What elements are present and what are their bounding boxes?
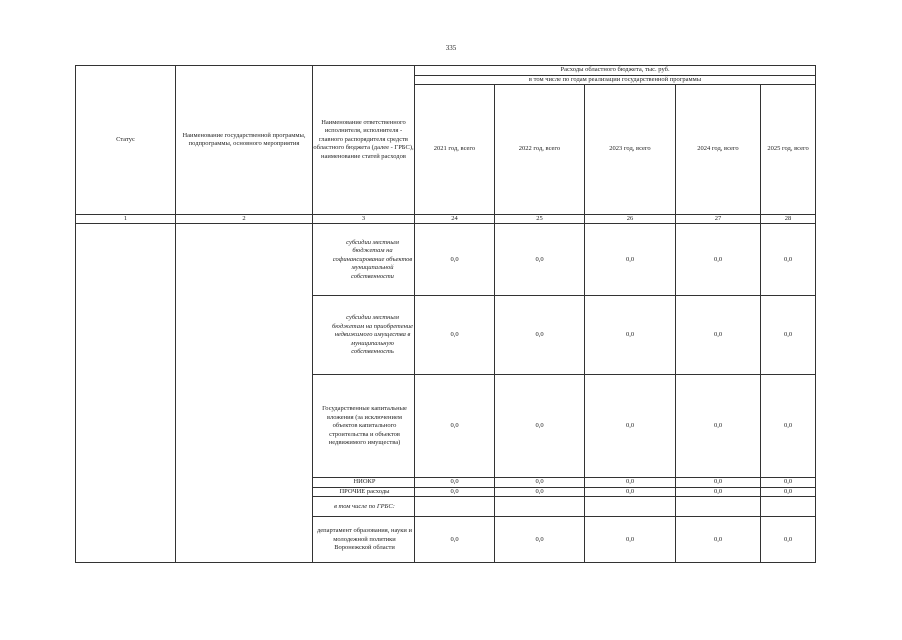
value-cell: 0,0 (761, 224, 816, 296)
header-year-2025: 2025 год, всего (761, 85, 816, 215)
row-label: департамент образования, науки и молодежной политики Воронежской области (313, 517, 415, 563)
value-cell: 0,0 (495, 517, 585, 563)
value-cell: 0,0 (495, 296, 585, 375)
value-cell: 0,0 (415, 375, 495, 478)
value-cell: 0,0 (761, 487, 816, 496)
value-cell: 0,0 (676, 375, 761, 478)
header-year-2022: 2022 год, всего (495, 85, 585, 215)
value-cell: 0,0 (415, 487, 495, 496)
header-expenses-title: Расходы областного бюджета, тыс. руб. (415, 66, 816, 76)
row-label: Государственные капитальные вложения (за исключением объектов капитального строительства и объектов недвижимого имущества) (313, 375, 415, 478)
row-label: НИОКР (313, 478, 415, 487)
header-year-2024: 2024 год, всего (676, 85, 761, 215)
column-number: 2 (176, 215, 313, 224)
header-by-years: в том числе по годам реализации государственной программы (415, 75, 816, 85)
value-cell: 0,0 (585, 224, 676, 296)
column-number: 24 (415, 215, 495, 224)
row-label: ПРОЧИЕ расходы (313, 487, 415, 496)
value-cell: 0,0 (585, 517, 676, 563)
value-cell: 0,0 (761, 296, 816, 375)
column-number: 3 (313, 215, 415, 224)
value-cell: 0,0 (676, 296, 761, 375)
header-responsible: Наименование ответственного исполнителя, исполнителя - главного распорядителя средств областного бюджета (далее - ГРБС), наименование статей расходов (313, 66, 415, 215)
value-cell (415, 497, 495, 517)
value-cell: 0,0 (415, 224, 495, 296)
row-label: субсидии местным бюджетам на приобретение недвижимого имущества в муниципальную собственность (313, 296, 415, 375)
value-cell: 0,0 (415, 478, 495, 487)
value-cell: 0,0 (495, 478, 585, 487)
value-cell: 0,0 (585, 296, 676, 375)
value-cell: 0,0 (761, 478, 816, 487)
column-number: 26 (585, 215, 676, 224)
value-cell: 0,0 (495, 487, 585, 496)
header-program-name: Наименование государственной программы, подпрограммы, основного мероприятия (176, 66, 313, 215)
column-number: 28 (761, 215, 816, 224)
value-cell (585, 497, 676, 517)
value-cell: 0,0 (761, 517, 816, 563)
column-number: 1 (76, 215, 176, 224)
budget-table (75, 65, 816, 563)
value-cell: 0,0 (415, 296, 495, 375)
value-cell: 0,0 (676, 517, 761, 563)
value-cell: 0,0 (676, 487, 761, 496)
status-cell (76, 224, 176, 563)
row-label: субсидии местным бюджетам на софинансирование объектов муниципальной собственности (313, 224, 415, 296)
value-cell: 0,0 (495, 224, 585, 296)
value-cell: 0,0 (415, 517, 495, 563)
column-number-row (76, 215, 816, 224)
row-label: в том числе по ГРБС: (313, 497, 415, 517)
value-cell: 0,0 (585, 478, 676, 487)
header-year-2023: 2023 год, всего (585, 85, 676, 215)
page-number: 335 (445, 44, 457, 52)
value-cell (495, 497, 585, 517)
value-cell (676, 497, 761, 517)
value-cell (761, 497, 816, 517)
value-cell: 0,0 (495, 375, 585, 478)
program-name-cell (176, 224, 313, 563)
value-cell: 0,0 (676, 478, 761, 487)
column-number: 27 (676, 215, 761, 224)
value-cell: 0,0 (761, 375, 816, 478)
header-year-2021: 2021 год, всего (415, 85, 495, 215)
value-cell: 0,0 (676, 224, 761, 296)
value-cell: 0,0 (585, 375, 676, 478)
column-number: 25 (495, 215, 585, 224)
header-status: Статус (76, 66, 176, 215)
value-cell: 0,0 (585, 487, 676, 496)
table-row (76, 224, 816, 296)
